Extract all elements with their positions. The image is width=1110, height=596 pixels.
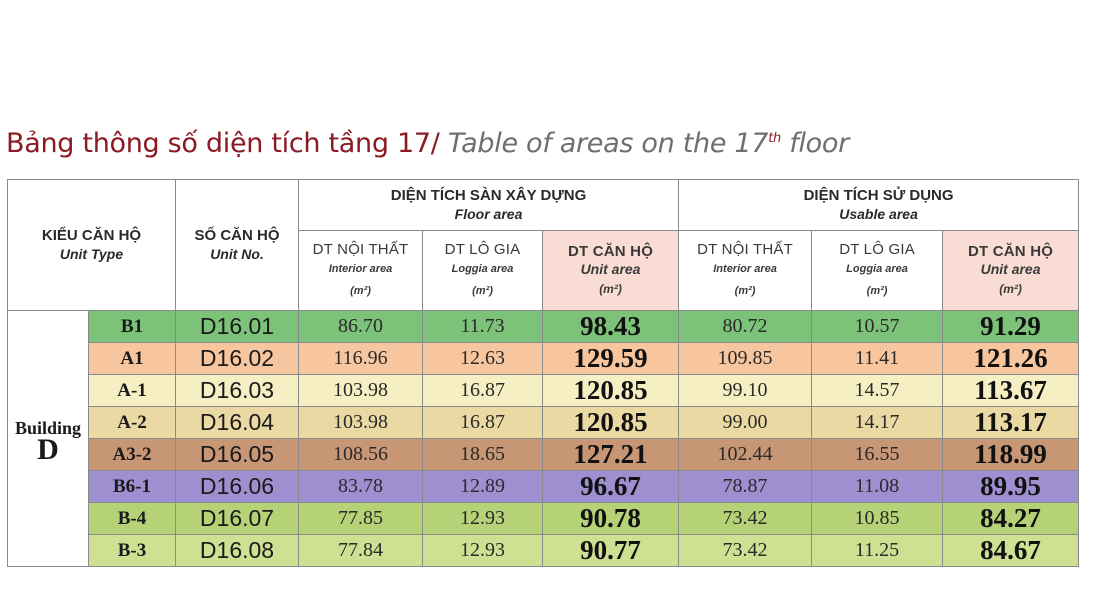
header-usable-unit-area-en: Unit area: [980, 261, 1041, 277]
header-usable-unit-area-unit: (m²): [999, 282, 1022, 296]
table-row: [8, 311, 1079, 343]
unit-no-cell: D16.06: [176, 471, 299, 503]
floor-interior-cell: 86.70: [299, 311, 423, 343]
usable-loggia-cell: 11.41: [812, 343, 943, 375]
header-floor-unit-area: [543, 231, 679, 311]
header-unit-no-en: Unit No.: [210, 246, 264, 262]
floor-interior-cell: 103.98: [299, 407, 423, 439]
usable-unit-area-cell: 89.95: [943, 471, 1079, 503]
unit-no-cell: D16.07: [176, 503, 299, 535]
title-en-suffix: floor: [789, 128, 849, 159]
unit-type-cell: A1: [89, 343, 176, 375]
usable-unit-area-cell: 84.67: [943, 535, 1079, 567]
unit-no-cell: D16.01: [176, 311, 299, 343]
header-floor-area: [299, 180, 679, 231]
header-usable-unit-area: [943, 231, 1079, 311]
floor-unit-area-cell: 98.43: [543, 311, 679, 343]
usable-loggia-cell: 16.55: [812, 439, 943, 471]
header-usable-interior-unit: (m²): [734, 285, 756, 297]
header-usable-area-vn: DIỆN TÍCH SỬ DỤNG: [803, 187, 954, 204]
header-unit-type-vn: KIỂU CĂN HỘ: [41, 227, 142, 244]
usable-loggia-cell: 11.08: [812, 471, 943, 503]
header-row-top: [8, 180, 1079, 231]
header-floor-unit-area-en: Unit area: [580, 261, 641, 277]
header-usable-interior-en: Interior area: [713, 263, 777, 275]
floor-loggia-cell: 16.87: [423, 375, 543, 407]
unit-type-cell: B-4: [89, 503, 176, 535]
header-usable-unit-area-vn: DT CĂN HỘ: [967, 243, 1054, 260]
table-row: [8, 375, 1079, 407]
title-en-sup: th: [768, 131, 781, 146]
header-floor-unit-area-vn: DT CĂN HỘ: [567, 243, 654, 260]
header-usable-interior: [679, 231, 812, 311]
unit-no-cell: D16.03: [176, 375, 299, 407]
header-unit-no: [176, 180, 299, 311]
header-usable-area: [679, 180, 1079, 231]
header-unit-type: [8, 180, 176, 311]
usable-loggia-cell: 11.25: [812, 535, 943, 567]
usable-loggia-cell: 10.85: [812, 503, 943, 535]
header-usable-loggia-en: Loggia area: [846, 263, 908, 275]
unit-type-cell: A3-2: [89, 439, 176, 471]
header-floor-loggia-vn: DT LÔ GIA: [444, 241, 521, 258]
usable-loggia-cell: 14.57: [812, 375, 943, 407]
header-usable-loggia-vn: DT LÔ GIA: [839, 241, 915, 258]
floor-loggia-cell: 12.93: [423, 503, 543, 535]
table-row: [8, 535, 1079, 567]
header-floor-loggia-unit: (m²): [472, 285, 493, 297]
floor-loggia-cell: 18.65: [423, 439, 543, 471]
usable-loggia-cell: 14.17: [812, 407, 943, 439]
floor-unit-area-cell: 127.21: [543, 439, 679, 471]
building-letter: D: [37, 432, 59, 466]
floor-interior-cell: 77.84: [299, 535, 423, 567]
title-vn: Bảng thông số diện tích tầng 17/: [6, 128, 440, 159]
table-body: [8, 311, 1079, 567]
unit-no-cell: D16.02: [176, 343, 299, 375]
table-row: [8, 503, 1079, 535]
floor-unit-area-cell: 120.85: [543, 407, 679, 439]
usable-interior-cell: 102.44: [679, 439, 812, 471]
usable-unit-area-cell: 113.17: [943, 407, 1079, 439]
header-floor-interior-unit: (m²): [350, 285, 371, 297]
table-row: [8, 343, 1079, 375]
table-row: [8, 407, 1079, 439]
header-usable-loggia-unit: (m²): [866, 285, 888, 297]
usable-unit-area-cell: 113.67: [943, 375, 1079, 407]
unit-type-cell: B6-1: [89, 471, 176, 503]
unit-no-cell: D16.08: [176, 535, 299, 567]
header-floor-interior-en: Interior area: [328, 263, 393, 275]
usable-loggia-cell: 10.57: [812, 311, 943, 343]
header-floor-interior: [299, 231, 423, 311]
usable-unit-area-cell: 91.29: [943, 311, 1079, 343]
title-en: Table of areas on the 17: [447, 128, 769, 159]
unit-type-cell: B-3: [89, 535, 176, 567]
header-floor-loggia: [423, 231, 543, 311]
unit-type-cell: B1: [89, 311, 176, 343]
usable-interior-cell: 99.00: [679, 407, 812, 439]
floor-interior-cell: 77.85: [299, 503, 423, 535]
header-floor-loggia-en: Loggia area: [451, 263, 514, 275]
floor-unit-area-cell: 90.77: [543, 535, 679, 567]
page-title: [6, 128, 849, 159]
header-floor-interior-vn: DT NỘI THẤT: [312, 241, 409, 258]
usable-unit-area-cell: 84.27: [943, 503, 1079, 535]
building-label-text: Building: [14, 417, 82, 438]
floor-unit-area-cell: 129.59: [543, 343, 679, 375]
floor-loggia-cell: 12.63: [423, 343, 543, 375]
floor-interior-cell: 116.96: [299, 343, 423, 375]
floor-loggia-cell: 16.87: [423, 407, 543, 439]
usable-unit-area-cell: 121.26: [943, 343, 1079, 375]
areas-table: [7, 179, 1079, 567]
usable-interior-cell: 80.72: [679, 311, 812, 343]
header-floor-area-vn: DIỆN TÍCH SÀN XÂY DỰNG: [390, 187, 587, 204]
header-floor-area-en: Floor area: [454, 206, 523, 222]
header-unit-type-en: Unit Type: [59, 246, 124, 262]
floor-loggia-cell: 11.73: [423, 311, 543, 343]
usable-interior-cell: 78.87: [679, 471, 812, 503]
floor-interior-cell: 103.98: [299, 375, 423, 407]
usable-interior-cell: 99.10: [679, 375, 812, 407]
usable-unit-area-cell: 118.99: [943, 439, 1079, 471]
header-unit-no-vn: SỐ CĂN HỘ: [194, 227, 280, 244]
header-usable-area-en: Usable area: [839, 206, 918, 222]
table-row: [8, 471, 1079, 503]
unit-no-cell: D16.04: [176, 407, 299, 439]
usable-interior-cell: 73.42: [679, 535, 812, 567]
unit-no-cell: D16.05: [176, 439, 299, 471]
unit-type-cell: A-2: [89, 407, 176, 439]
floor-interior-cell: 83.78: [299, 471, 423, 503]
header-floor-unit-area-unit: (m²): [599, 282, 622, 296]
floor-unit-area-cell: 120.85: [543, 375, 679, 407]
floor-loggia-cell: 12.93: [423, 535, 543, 567]
building-label: [8, 311, 89, 567]
floor-unit-area-cell: 90.78: [543, 503, 679, 535]
usable-interior-cell: 109.85: [679, 343, 812, 375]
header-usable-loggia: [812, 231, 943, 311]
floor-unit-area-cell: 96.67: [543, 471, 679, 503]
table-row: [8, 439, 1079, 471]
unit-type-cell: A-1: [89, 375, 176, 407]
usable-interior-cell: 73.42: [679, 503, 812, 535]
floor-loggia-cell: 12.89: [423, 471, 543, 503]
floor-interior-cell: 108.56: [299, 439, 423, 471]
header-usable-interior-vn: DT NỘI THẤT: [697, 241, 793, 258]
